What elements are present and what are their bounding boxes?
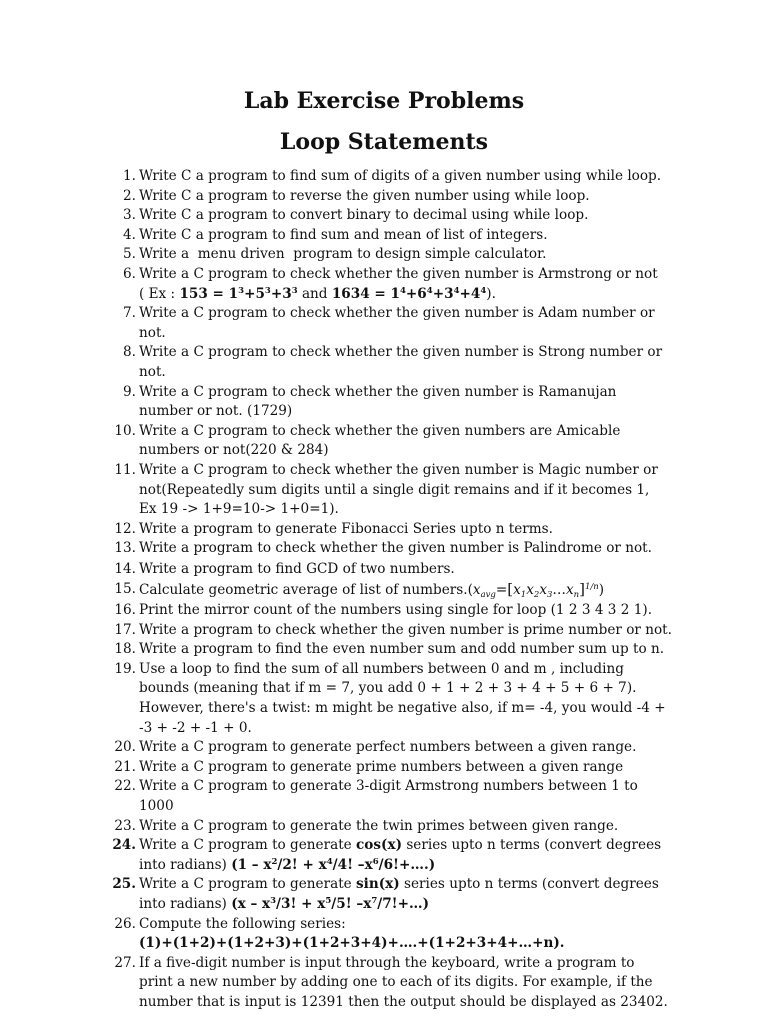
item-text: Write a C program to check whether the given number is Armstrong or not: [139, 265, 658, 282]
item-text: Write C a program to find sum and mean of list of integers.: [139, 226, 548, 243]
item-text: Write a C program to check whether the given number is Strong number or not.: [139, 344, 663, 380]
item-text: If a five-digit number is input through the keyboard, write a program to print a new number by adding one to each of its digits. For example, if the number that is input is 12391 then the output should be displayed as 23402.: [139, 954, 668, 1010]
item-number: 5.: [123, 246, 136, 263]
list-item: [0, 777, 768, 816]
item-number: 9.: [123, 383, 136, 400]
item-example: Ex 19 -> 1+9=10-> 1+0=1).: [139, 501, 339, 518]
list-item: [0, 539, 768, 559]
list-item: [0, 660, 768, 738]
item-number: 13.: [114, 540, 136, 557]
item-number: 25.: [112, 876, 136, 893]
list-item: [0, 226, 768, 246]
item-number: 24.: [112, 837, 136, 854]
item-number: 14.: [114, 560, 136, 577]
list-item: [0, 640, 768, 660]
item-number: 7.: [123, 305, 136, 322]
document-subtitle: Loop Statements: [279, 129, 489, 155]
item-text: Write a C program to check whether the given number is Adam number or not.: [139, 305, 655, 341]
list-item: [0, 817, 768, 837]
list-item: [0, 954, 768, 1013]
problem-list: [0, 167, 768, 1013]
item-text: Write C a program to convert binary to decimal using while loop.: [139, 207, 589, 224]
list-item: [0, 304, 768, 343]
item-text: Write a C program to generate the twin primes between given range.: [139, 817, 619, 834]
item-text: Write a program to check whether the given number is prime number or not.: [139, 621, 672, 638]
item-number: 8.: [123, 344, 136, 361]
geometric-mean-formula: $x_{avg}=[x_1x_2x_3\dots x_n]^{1/n}$: [472, 580, 599, 601]
item-text: Write C a program to reverse the given number using while loop.: [139, 187, 590, 204]
item-number: 19.: [114, 660, 136, 677]
item-text: Write a program to find the even number sum and odd number sum up to n.: [139, 641, 665, 658]
example-prefix: ( Ex :: [139, 285, 180, 302]
item-number: 1.: [123, 168, 136, 184]
list-item: [0, 738, 768, 758]
item-text: Compute the following series:: [139, 915, 346, 932]
item-number: 20.: [114, 739, 136, 756]
item-number: 3.: [123, 207, 136, 224]
item-text: Write a program to generate Fibonacci Series upto n terms.: [139, 520, 553, 537]
item-number: 18.: [114, 641, 136, 658]
item-text: Write a C program to generate prime numbers between a given range: [139, 758, 624, 775]
list-item: [0, 520, 768, 540]
item-number: 17.: [114, 621, 136, 638]
item-number: 23.: [114, 817, 136, 834]
item-text: Calculate geometric average of list of numbers.(: [139, 582, 473, 599]
item-number: 15.: [114, 581, 136, 598]
item-text: Use a loop to find the sum of all numbers between 0 and m , including bounds (meaning that if m = 7, you add 0 + 1 + 2 + 3 + 4 + 5 + 6 + 7). However, there's a twist: m might be negative also, if m= -4, you would -4 + -3 + -2 + -1 + 0.: [139, 660, 666, 736]
item-text: Write a program to check whether the given number is Palindrome or not.: [139, 540, 652, 557]
example-armstrong-153: $153 = 1^3+5^3+3^3$: [179, 285, 298, 302]
series-formula: ($1 - x^2/2$! + $x^4/4$! $-x^6/6!+\dots$.): [231, 856, 436, 873]
item-text: Write C a program to find sum of digits of a given number using while loop.: [139, 168, 662, 184]
document-title: Lab Exercise Problems: [243, 88, 525, 114]
list-item: [0, 915, 768, 954]
list-item: [0, 383, 768, 422]
series-formula: (1)+(1+2)+(1+2+3)+(1+2+3+4)+….+(1+2+3+4+…+n).: [139, 935, 565, 952]
example-suffix: ).: [486, 285, 496, 302]
item-text: Write a C program to generate: [139, 876, 357, 893]
list-item: [0, 422, 768, 461]
item-text: Write a program to find GCD of two numbers.: [139, 560, 455, 577]
item-number: 11.: [114, 461, 136, 478]
list-item: [0, 601, 768, 621]
item-number: 2.: [123, 187, 136, 204]
item-text: Write a C program to generate 3-digit Armstrong numbers between 1 to 1000: [139, 778, 638, 814]
list-item: [0, 580, 768, 601]
item-number: 6.: [123, 265, 136, 282]
item-text-close: ): [598, 582, 605, 599]
item-text-cont: series upto n terms (convert degrees into radians): [139, 837, 666, 873]
item-number: 10.: [114, 422, 136, 439]
item-number: 4.: [123, 226, 136, 243]
list-item: [0, 167, 768, 187]
item-number: 26.: [114, 915, 136, 932]
item-text-cont: series upto n terms (convert degrees into radians): [139, 876, 664, 912]
list-item: [0, 206, 768, 226]
item-text: Write a C program to generate: [139, 837, 357, 854]
item-text: Write a C program to check whether the given number is Magic number or not(Repeatedly sum digits until a single digit remains and if it becomes 1,: [139, 461, 658, 498]
list-item: [0, 187, 768, 207]
example-and: and: [297, 285, 332, 302]
list-item: [0, 758, 768, 778]
list-item: [0, 836, 768, 875]
series-formula: ($x - x^3/3$! + $x^5/5$! $-x^7/7!+\dots$): [231, 895, 430, 912]
function-name: sin(x): [356, 876, 400, 893]
list-item: [0, 461, 768, 520]
list-item: [0, 245, 768, 265]
item-number: 21.: [114, 758, 136, 775]
list-item: [0, 560, 768, 580]
item-text: Write a C program to generate perfect numbers between a given range.: [139, 739, 637, 756]
example-armstrong-1634: $1634 = 1^4+6^4+3^4+4^4$: [331, 285, 487, 302]
list-item: [0, 875, 768, 914]
item-text: Write a menu driven program to design simple calculator.: [139, 246, 547, 263]
list-item: [0, 621, 768, 641]
item-number: 27.: [114, 954, 136, 971]
item-text: Write a C program to check whether the given numbers are Amicable numbers or not(220 & 284): [139, 422, 621, 459]
item-text: Print the mirror count of the numbers using single for loop (1 2 3 4 3 2 1).: [139, 602, 653, 619]
item-number: 16.: [114, 602, 136, 619]
function-name: cos(x): [356, 837, 402, 854]
item-number: 12.: [114, 520, 136, 537]
list-item: [0, 343, 768, 382]
item-number: 22.: [114, 778, 136, 795]
item-text: Write a C program to check whether the given number is Ramanujan number or not. (1729): [139, 383, 617, 420]
list-item: [0, 265, 768, 304]
